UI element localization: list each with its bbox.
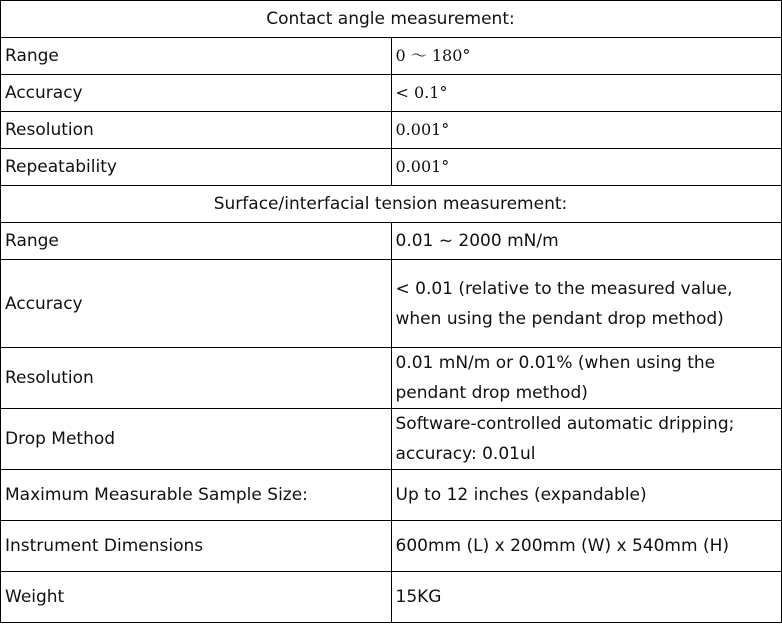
row-value: 15KG [391, 572, 782, 623]
row-value: 600mm (L) x 200mm (W) x 540mm (H) [391, 521, 782, 572]
section-header-surface-tension: Surface/interfacial tension measurement: [1, 186, 782, 223]
row-value: Software-controlled automatic dripping; accuracy: 0.01ul [391, 409, 782, 470]
table-row [1, 75, 782, 112]
table-row [1, 38, 782, 75]
table-row [1, 572, 782, 623]
row-label: Range [1, 38, 392, 75]
row-label: Accuracy [1, 260, 392, 348]
row-label: Instrument Dimensions [1, 521, 392, 572]
row-value: 0.01 mN/m or 0.01% (when using the pendant drop method) [391, 348, 782, 409]
table-row [1, 348, 782, 409]
table-row [1, 223, 782, 260]
section-header-contact-angle: Contact angle measurement: [1, 1, 782, 38]
row-value: 0.001° [391, 112, 782, 149]
section-header-row [1, 1, 782, 38]
row-label: Resolution [1, 348, 392, 409]
row-label: Maximum Measurable Sample Size: [1, 470, 392, 521]
row-value: < 0.01 (relative to the measured value, when using the pendant drop method) [391, 260, 782, 348]
table-row [1, 149, 782, 186]
table-row [1, 521, 782, 572]
row-value: < 0.1° [391, 75, 782, 112]
row-label: Drop Method [1, 409, 392, 470]
table-row [1, 470, 782, 521]
table-row [1, 409, 782, 470]
table-row [1, 260, 782, 348]
section-header-row [1, 186, 782, 223]
row-value: Up to 12 inches (expandable) [391, 470, 782, 521]
row-value: 0.001° [391, 149, 782, 186]
table-row [1, 112, 782, 149]
row-label: Range [1, 223, 392, 260]
row-label: Repeatability [1, 149, 392, 186]
row-value: 0.01 ~ 2000 mN/m [391, 223, 782, 260]
row-label: Resolution [1, 112, 392, 149]
row-label: Weight [1, 572, 392, 623]
row-label: Accuracy [1, 75, 392, 112]
row-value: 0 ～ 180° [391, 38, 782, 75]
